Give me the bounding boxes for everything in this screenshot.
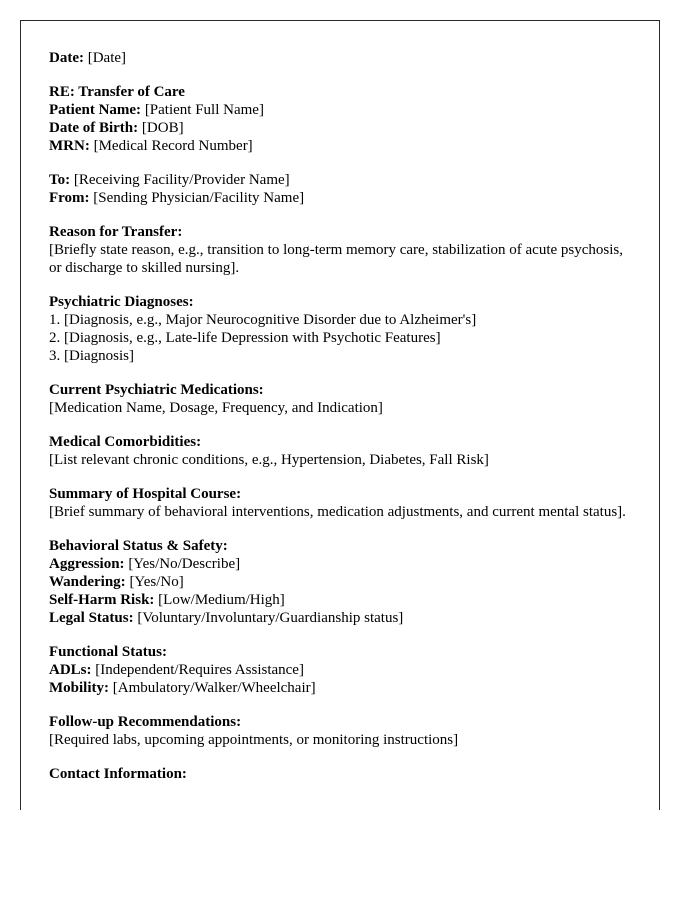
- adls-value: [Independent/Requires Assistance]: [95, 662, 304, 678]
- functional-section: [49, 643, 631, 697]
- dob-label: Date of Birth:: [49, 120, 139, 136]
- patient-header-section: [49, 83, 631, 155]
- mobility-label: Mobility:: [49, 680, 109, 696]
- comorbidities-heading: Medical Comorbidities:: [49, 434, 202, 450]
- hospital-course-section: [49, 485, 631, 521]
- routing-section: [49, 171, 631, 207]
- from-value: [Sending Physician/Facility Name]: [93, 190, 305, 206]
- patient-name-label: Patient Name:: [49, 102, 142, 118]
- patient-name-value: [Patient Full Name]: [144, 102, 264, 118]
- aggression-line: [49, 555, 631, 573]
- from-line: [49, 189, 631, 207]
- letter-content: [49, 49, 631, 799]
- date-section: [49, 49, 631, 67]
- behavioral-heading: Behavioral Status & Safety:: [49, 538, 228, 554]
- reason-text: [Briefly state reason, e.g., transition to long-term memory care, stabilization of acute psychosis, or discharge to skilled nursing].: [49, 242, 623, 276]
- mrn-line: [49, 137, 631, 155]
- from-label: From:: [49, 190, 90, 206]
- diagnoses-section: [49, 293, 631, 365]
- legal-status-line: [49, 609, 631, 627]
- self-harm-label: Self-Harm Risk:: [49, 592, 155, 608]
- functional-heading: Functional Status:: [49, 644, 167, 660]
- comorbidities-text: [List relevant chronic conditions, e.g., Hypertension, Diabetes, Fall Risk]: [49, 452, 489, 468]
- to-label: To:: [49, 172, 71, 188]
- medications-text: [Medication Name, Dosage, Frequency, and Indication]: [49, 400, 383, 416]
- diagnosis-item: 1. [Diagnosis, e.g., Major Neurocognitive Disorder due to Alzheimer's]: [49, 312, 477, 328]
- aggression-value: [Yes/No/Describe]: [128, 556, 241, 572]
- patient-name-line: [49, 101, 631, 119]
- followup-heading: Follow-up Recommendations:: [49, 714, 242, 730]
- mobility-value: [Ambulatory/Walker/Wheelchair]: [112, 680, 316, 696]
- dob-value: [DOB]: [141, 120, 184, 136]
- to-value: [Receiving Facility/Provider Name]: [73, 172, 290, 188]
- comorbidities-section: [49, 433, 631, 469]
- diagnoses-heading: Psychiatric Diagnoses:: [49, 294, 194, 310]
- reason-heading: Reason for Transfer:: [49, 224, 183, 240]
- medications-heading: Current Psychiatric Medications:: [49, 382, 264, 398]
- wandering-value: [Yes/No]: [129, 574, 184, 590]
- wandering-label: Wandering:: [49, 574, 126, 590]
- wandering-line: [49, 573, 631, 591]
- medications-section: [49, 381, 631, 417]
- to-line: [49, 171, 631, 189]
- diagnosis-item: 3. [Diagnosis]: [49, 348, 134, 364]
- date-label: Date:: [49, 50, 84, 66]
- hospital-course-text: [Brief summary of behavioral interventions, medication adjustments, and current mental status].: [49, 504, 626, 520]
- re-line: RE: Transfer of Care: [49, 84, 185, 100]
- date-line: [49, 49, 631, 67]
- hospital-course-heading: Summary of Hospital Course:: [49, 486, 242, 502]
- legal-status-label: Legal Status:: [49, 610, 134, 626]
- mrn-label: MRN:: [49, 138, 90, 154]
- contact-heading: Contact Information:: [49, 766, 187, 782]
- contact-section: [49, 765, 631, 783]
- adls-label: ADLs:: [49, 662, 92, 678]
- followup-section: [49, 713, 631, 749]
- date-value: [Date]: [87, 50, 127, 66]
- adls-line: [49, 661, 631, 679]
- mobility-line: [49, 679, 631, 697]
- diagnosis-item: 2. [Diagnosis, e.g., Late-life Depression with Psychotic Features]: [49, 330, 441, 346]
- dob-line: [49, 119, 631, 137]
- letter-page: [20, 20, 660, 810]
- followup-text: [Required labs, upcoming appointments, or monitoring instructions]: [49, 732, 459, 748]
- legal-status-value: [Voluntary/Involuntary/Guardianship status]: [137, 610, 404, 626]
- aggression-label: Aggression:: [49, 556, 125, 572]
- reason-section: [49, 223, 631, 277]
- mrn-value: [Medical Record Number]: [93, 138, 253, 154]
- self-harm-value: [Low/Medium/High]: [158, 592, 285, 608]
- self-harm-line: [49, 591, 631, 609]
- behavioral-section: [49, 537, 631, 627]
